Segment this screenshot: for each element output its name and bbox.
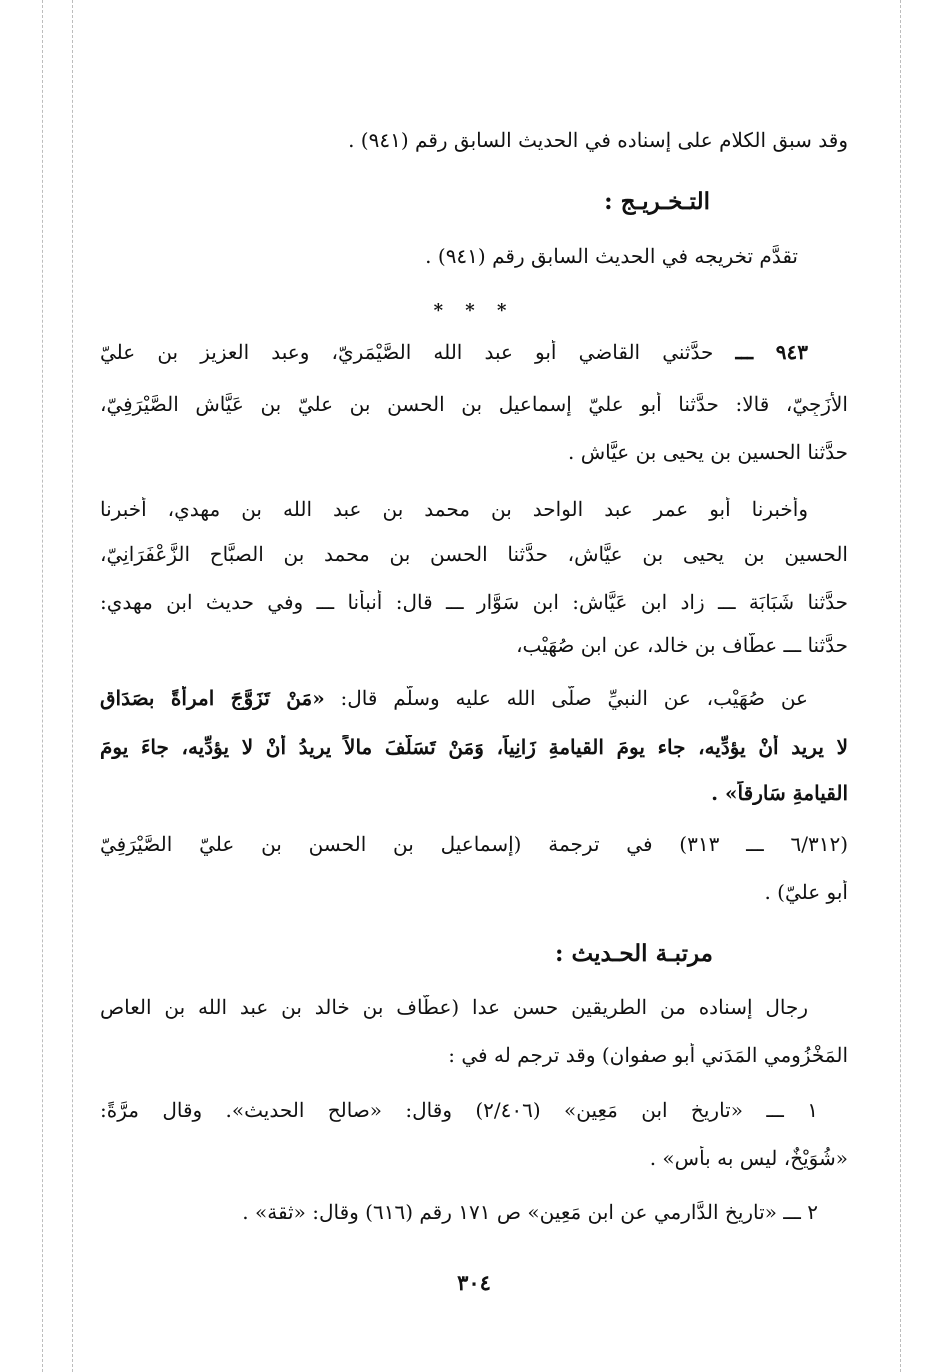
section-heading-takhrij: التـخـريـج : — [604, 188, 710, 215]
text-line: حدَّثنا الحسين بن يحيى بن عيَّاش . — [568, 440, 848, 464]
right-margin-rule — [900, 0, 901, 1372]
hadith-matn-line: القيامةِ سَارِقاً» . — [711, 781, 848, 805]
inner-left-margin-rule — [72, 0, 73, 1372]
hadith-text-line — [100, 686, 808, 710]
reference-item: ١ ـــ «تاريخ ابن مَعِين» (٢/٤٠٦) وقال: «صالح الحديث». وقال مرَّةً: — [100, 1098, 818, 1122]
hadith-matn-start: «مَنْ تَزَوَّجَ امرأةً بصَدَاقٍ — [100, 686, 325, 710]
text-line: الأَزَجِيّ، قالا: حدَّثنا أبو عليّ إسماعيل بن الحسن بن عليّ بن عَيَّاش الصَّيْرَفِيّ، — [100, 392, 848, 416]
left-margin-rule — [42, 0, 43, 1372]
source-reference-line: (٦/٣١٢ ـــ ٣١٣) في ترجمة (إسماعيل بن الحسن بن عليّ الصَّيْرَفِيّ — [100, 832, 848, 856]
section-heading-grade: مرتبـة الحـديث : — [555, 940, 713, 967]
section-separator: * * * — [433, 300, 515, 321]
text-line: رجال إسناده من الطريقين حسن عدا (عطَّاف بن خالد بن عبد الله بن العاص — [100, 995, 808, 1019]
source-reference-line: أبو عليّ) . — [764, 880, 848, 904]
text-line: المَخْزُومي المَدَني أبو صفوان) وقد ترجم له في : — [448, 1043, 848, 1067]
hadith-chain-text: حدَّثني القاضي أبو عبد الله الصَّيْمَرِيّ، وعبد العزيز بن عليّ — [100, 340, 736, 364]
text-line: الحسين بن يحيى بن عيَّاش، حدَّثنا الحسن بن محمد بن الصبَّاح الزَّعْفَرَانِيّ، — [100, 542, 848, 566]
hadith-attribution: عن صُهَيْب، عن النبيِّ صلَّى الله عليه وسلَّم قال: — [324, 686, 808, 710]
hadith-number: ٩٤٣ ـــ — [735, 340, 808, 364]
text-line: حدَّثنا ـــ عطَّاف بن خالد، عن ابن صُهَيْب، — [516, 633, 848, 657]
page-number: ٣٠٤ — [457, 1270, 491, 1295]
text-line: وقد سبق الكلام على إسناده في الحديث السابق رقم (٩٤١) . — [348, 128, 848, 152]
text-line: حدَّثنا شَبَابَة ـــ زاد ابن عَيَّاش: ابن سَوَّار ـــ قال: أنبأنا ـــ وفي حديث ابن مهدي: — [100, 590, 848, 614]
hadith-matn-line: لا يريد أَنْ يؤدِّيه، جاء يومَ القيامةِ زَانِياً، وَمَنْ تَسَلَّفَ مالاً يريدُ أَنْ لا يؤدِّيه، جاءَ يومَ — [100, 735, 848, 759]
text-line: تقدَّم تخريجه في الحديث السابق رقم (٩٤١) . — [425, 244, 798, 268]
text-line: وأخبرنا أبو عمر عبد الواحد بن محمد بن عبد الله بن مهدي، أخبرنا — [100, 497, 808, 521]
reference-item: ٢ ـــ «تاريخ الدَّارِمي عن ابن مَعِين» ص ١٧١ رقم (٦١٦) وقال: «ثقة» . — [242, 1200, 818, 1224]
reference-item-continuation: «شُوَيْخٌ، ليس به بأس» . — [649, 1146, 848, 1170]
hadith-opening-line — [100, 340, 808, 364]
